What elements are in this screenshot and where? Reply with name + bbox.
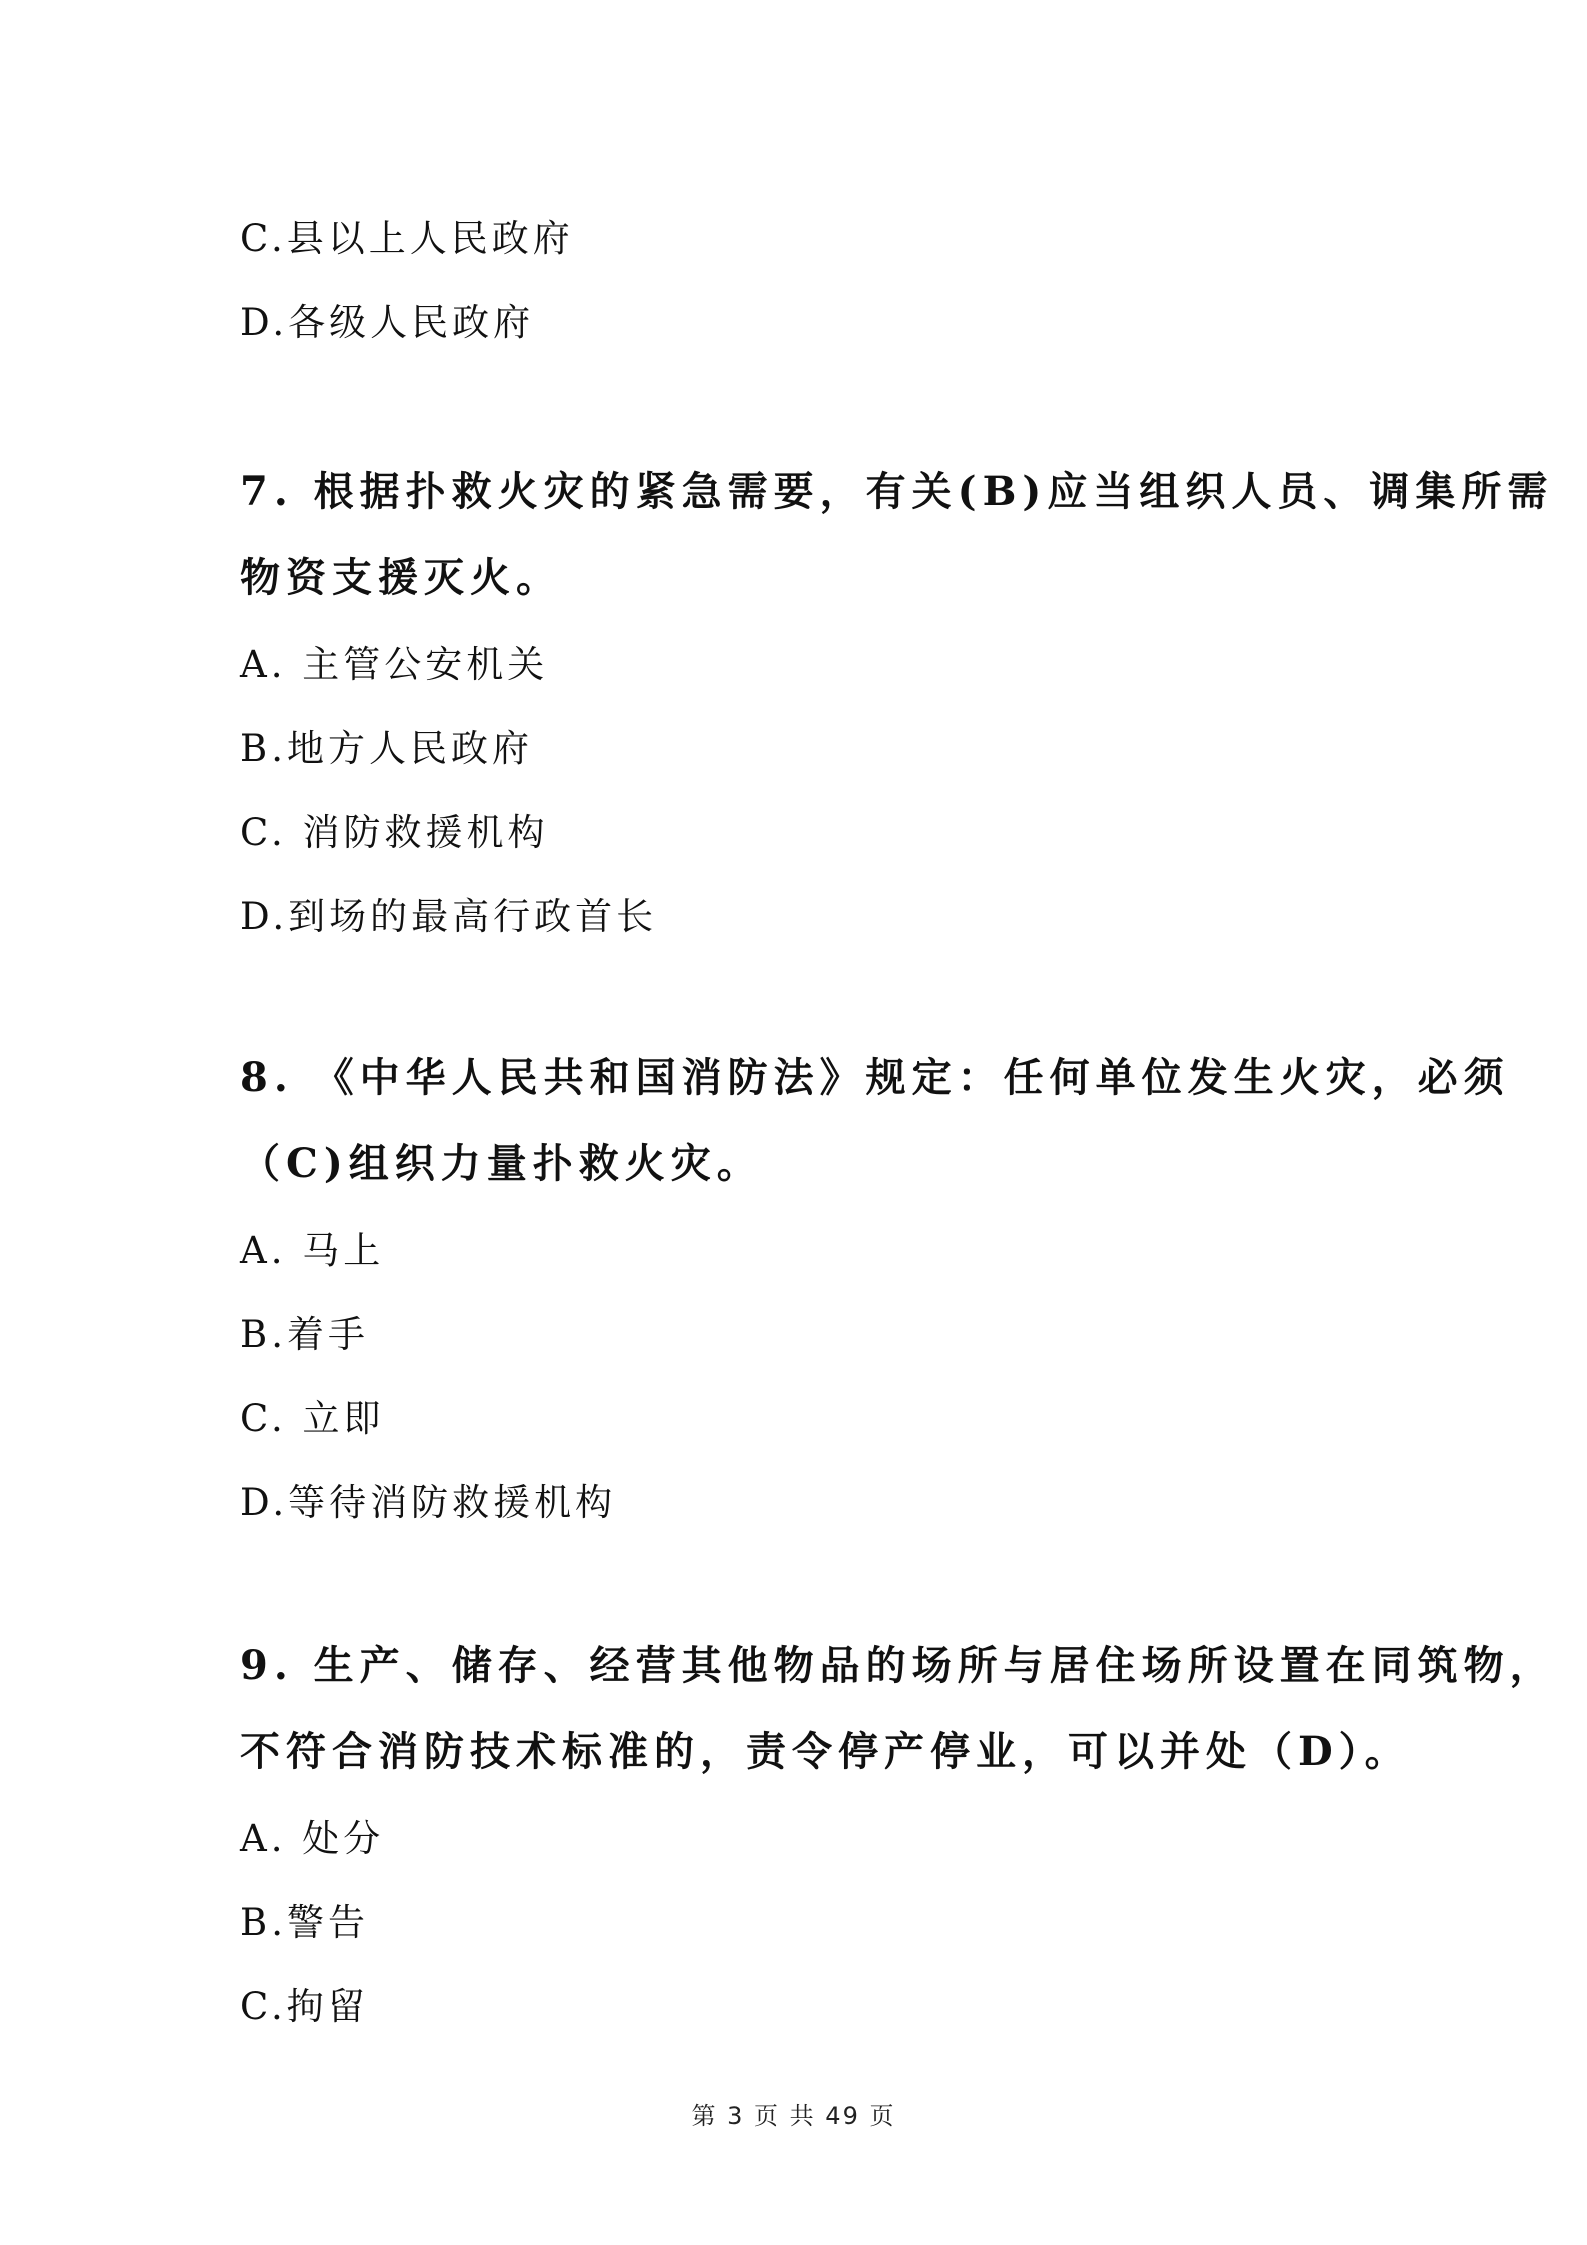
question-8-line-2: （C)组织力量扑救火灾。 <box>240 1140 763 1187</box>
question-8-option-b: B.着手 <box>240 1313 369 1356</box>
page-footer: 第 3 页 共 49 页 <box>691 2102 896 2130</box>
question-9-line-1: 9. 生产、储存、经营其他物品的场所与居住场所设置在同筑物， <box>240 1642 1556 1689</box>
option-d-prev: D.各级人民政府 <box>240 301 535 344</box>
question-7-option-d: D.到场的最高行政首长 <box>240 895 658 938</box>
question-8-option-d: D.等待消防救援机构 <box>240 1481 617 1524</box>
question-8-option-a: A. 马上 <box>240 1229 385 1272</box>
question-7-line-2: 物资支援灭火。 <box>240 554 562 601</box>
question-7-option-b: B.地方人民政府 <box>240 727 533 770</box>
option-c-prev: C.县以上人民政府 <box>240 217 574 260</box>
question-9-line-2: 不符合消防技术标准的，责令停产停业，可以并处（D）。 <box>240 1728 1411 1775</box>
question-7-line-1: 7. 根据扑救火灾的紧急需要，有关(B)应当组织人员、调集所需 <box>240 468 1554 515</box>
question-9-option-a: A. 处分 <box>240 1817 385 1860</box>
question-8-line-1: 8. 《中华人民共和国消防法》规定：任何单位发生火灾，必须 <box>240 1054 1510 1101</box>
question-9-option-c: C.拘留 <box>240 1985 369 2028</box>
question-7-option-c: C. 消防救援机构 <box>240 811 549 854</box>
question-7-option-a: A. 主管公安机关 <box>240 643 549 686</box>
question-9-option-b: B.警告 <box>240 1901 369 1944</box>
question-8-option-c: C. 立即 <box>240 1397 385 1440</box>
